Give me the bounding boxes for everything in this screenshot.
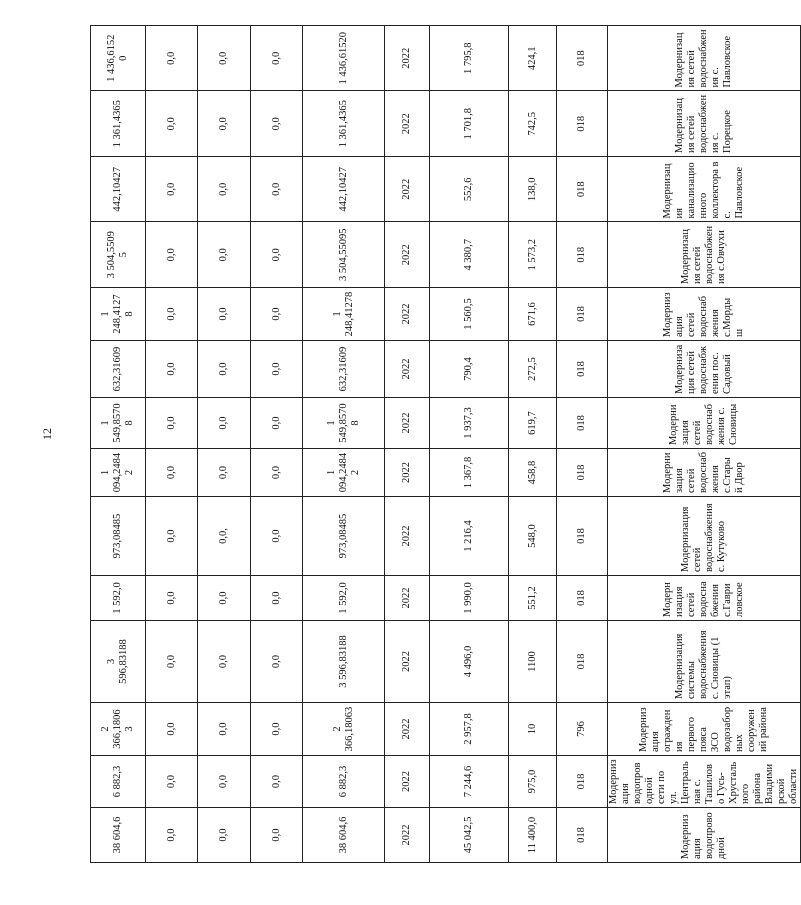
name-cell: Модернизация сетей водоснабжения с.Овчухи (608, 222, 801, 288)
value3-cell: 38 604,6 (303, 808, 385, 863)
name-cell: Модернизация сетей водоснабжения с. Порецкое (608, 91, 801, 157)
field-row-v5 (198, 26, 251, 863)
value3-cell: 632,31609 (303, 341, 385, 398)
value2-cell: 1 701,8 (430, 91, 509, 157)
total-cell: 1 592,0 (91, 576, 146, 621)
total-cell: 3 596,83188 (91, 621, 146, 703)
value5-cell: 0,0 (198, 26, 251, 92)
name-cell: Модернизация канализационного коллектора в с. Павловское (608, 157, 801, 223)
year-cell: 2022 (385, 26, 430, 92)
year-cell: 2022 (385, 497, 430, 576)
total-cell: 1 436,6152 0 (91, 26, 146, 92)
value2-cell: 1 795,8 (430, 26, 509, 92)
value6-cell: 0,0 (146, 222, 198, 288)
code-cell: 018 (557, 91, 608, 157)
value2-cell: 1 367,8 (430, 449, 509, 497)
value2-cell: 7 244,6 (430, 756, 509, 808)
year-cell: 2022 (385, 398, 430, 449)
name-cell: Модернизация сетей водоснабжения с. Кутуково (608, 497, 801, 576)
year-cell: 2022 (385, 341, 430, 398)
code-cell: 796 (557, 703, 608, 756)
year-cell: 2022 (385, 621, 430, 703)
value4-cell: 0,0 (251, 576, 303, 621)
name-cell: Модернизация сетей водоснабжения с.Старый Двор (608, 449, 801, 497)
year-cell: 2022 (385, 756, 430, 808)
code-cell: 018 (557, 808, 608, 863)
value1-cell: 551,2 (509, 576, 557, 621)
total-cell: 442,10427 (91, 157, 146, 223)
value4-cell: 0,0 (251, 222, 303, 288)
code-cell: 018 (557, 341, 608, 398)
code-cell: 018 (557, 576, 608, 621)
value4-cell: 0,0 (251, 91, 303, 157)
value5-cell: 0,0 (198, 341, 251, 398)
name-cell: Модернизация системы водоснабжения с. Сновицы (1 этап) (608, 621, 801, 703)
value1-cell: 1 573,2 (509, 222, 557, 288)
year-cell: 2022 (385, 449, 430, 497)
value6-cell: 0,0 (146, 288, 198, 341)
year-cell: 2022 (385, 576, 430, 621)
field-row-name (608, 26, 801, 863)
total-cell: 2 366,1806 3 (91, 703, 146, 756)
value2-cell: 1 216,4 (430, 497, 509, 576)
code-cell: 018 (557, 26, 608, 92)
value1-cell: 458,8 (509, 449, 557, 497)
value5-cell: 0,0 (198, 576, 251, 621)
field-row-v7 (91, 26, 146, 863)
total-cell: 1 094,2484 2 (91, 449, 146, 497)
value3-cell: 6 882,3 (303, 756, 385, 808)
value6-cell: 0,0 (146, 26, 198, 92)
value2-cell: 4 380,7 (430, 222, 509, 288)
value1-cell: 742,5 (509, 91, 557, 157)
field-row-code (557, 26, 608, 863)
code-cell: 018 (557, 621, 608, 703)
total-cell: 6 882,3 (91, 756, 146, 808)
value5-cell: 0,0, (198, 497, 251, 576)
value4-cell: 0,0 (251, 398, 303, 449)
data-table (90, 25, 801, 863)
value1-cell: 10 (509, 703, 557, 756)
value6-cell: 0,0 (146, 808, 198, 863)
field-row-v4 (251, 26, 303, 863)
value5-cell: 0,0 (198, 157, 251, 223)
value3-cell: 1 549,85708 (303, 398, 385, 449)
total-cell: 1 549,8570 8 (91, 398, 146, 449)
value6-cell: 0,0 (146, 576, 198, 621)
code-cell: 018 (557, 449, 608, 497)
value2-cell: 1 990,0 (430, 576, 509, 621)
value6-cell: 0,0 (146, 497, 198, 576)
value5-cell: 0,0 (198, 398, 251, 449)
value4-cell: 0,0 (251, 157, 303, 223)
field-row-year (385, 26, 430, 863)
code-cell: 018 (557, 756, 608, 808)
value4-cell: 0,0 (251, 449, 303, 497)
value2-cell: 1 560,5 (430, 288, 509, 341)
year-cell: 2022 (385, 222, 430, 288)
value4-cell: 0,0 (251, 621, 303, 703)
value6-cell: 0,0 (146, 91, 198, 157)
name-cell: Модернизация водопроводной (608, 808, 801, 863)
value2-cell: 790,4 (430, 341, 509, 398)
rotated-table-container (90, 25, 799, 863)
code-cell: 018 (557, 157, 608, 223)
name-cell: Модернизация сетей водоснабжения с.Мордыш (608, 288, 801, 341)
value1-cell: 548,0 (509, 497, 557, 576)
name-cell: Модернизация сетей водоснабжения с.Гавриловское (608, 576, 801, 621)
field-row-v2 (430, 26, 509, 863)
value4-cell: 0,0 (251, 288, 303, 341)
value4-cell: 0,0 (251, 808, 303, 863)
value6-cell: 0,0 (146, 703, 198, 756)
field-row-v6 (146, 26, 198, 863)
value1-cell: 424,1 (509, 26, 557, 92)
value5-cell: 0,0 (198, 756, 251, 808)
total-cell: 38 604,6 (91, 808, 146, 863)
value3-cell: 442,10427 (303, 157, 385, 223)
value3-cell: 1 592,0 (303, 576, 385, 621)
value5-cell: 0,0 (198, 449, 251, 497)
value5-cell: 0,0 (198, 808, 251, 863)
name-cell: Модернизация ограждения первого пояса ЗСО водозаборных сооружений района (608, 703, 801, 756)
total-cell: 632,31609 (91, 341, 146, 398)
value1-cell: 138,0 (509, 157, 557, 223)
name-cell: Модернизация сетей водоснабжения с. Павловское (608, 26, 801, 92)
year-cell: 2022 (385, 288, 430, 341)
value4-cell: 0,0 (251, 26, 303, 92)
value1-cell: 671,6 (509, 288, 557, 341)
value5-cell: 0,0 (198, 703, 251, 756)
value6-cell: 0,0 (146, 756, 198, 808)
value2-cell: 45 042,5 (430, 808, 509, 863)
name-cell: Модернизация сетей водоснабжения с. Сновицы (608, 398, 801, 449)
value4-cell: 0,0 (251, 756, 303, 808)
code-cell: 018 (557, 497, 608, 576)
value1-cell: 272,5 (509, 341, 557, 398)
value4-cell: 0,0 (251, 497, 303, 576)
value1-cell: 619,7 (509, 398, 557, 449)
value5-cell: 0,0 (198, 621, 251, 703)
code-cell: 018 (557, 222, 608, 288)
value6-cell: 0,0 (146, 157, 198, 223)
year-cell: 2022 (385, 91, 430, 157)
value1-cell: 1100 (509, 621, 557, 703)
value3-cell: 1 248,41278 (303, 288, 385, 341)
page-number: 12 (40, 428, 54, 440)
value2-cell: 2 957,8 (430, 703, 509, 756)
field-row-v3 (303, 26, 385, 863)
value6-cell: 0,0 (146, 449, 198, 497)
value3-cell: 973,08485 (303, 497, 385, 576)
value4-cell: 0,0 (251, 703, 303, 756)
value2-cell: 4 496,0 (430, 621, 509, 703)
value1-cell: 975,0 (509, 756, 557, 808)
value6-cell: 0,0 (146, 621, 198, 703)
name-cell: Модернизация сетей водоснабжения пос. Садовый (608, 341, 801, 398)
value3-cell: 1 436,61520 (303, 26, 385, 92)
value5-cell: 0,0 (198, 222, 251, 288)
code-cell: 018 (557, 288, 608, 341)
value5-cell: 0,0 (198, 91, 251, 157)
value1-cell: 11 400,0 (509, 808, 557, 863)
value5-cell: 0,0 (198, 288, 251, 341)
total-cell: 3 504,5509 5 (91, 222, 146, 288)
value3-cell: 2 366,18063 (303, 703, 385, 756)
value4-cell: 0,0 (251, 341, 303, 398)
year-cell: 2022 (385, 157, 430, 223)
year-cell: 2022 (385, 808, 430, 863)
year-cell: 2022 (385, 703, 430, 756)
code-cell: 018 (557, 398, 608, 449)
total-cell: 1 361,4365 (91, 91, 146, 157)
value3-cell: 1 361,4365 (303, 91, 385, 157)
name-cell: Модернизация водопроводной сети по ул. Центральная с. Ташилово Гусь-Хрустального района Владимирской области (608, 756, 801, 808)
total-cell: 973,08485 (91, 497, 146, 576)
value2-cell: 1 937,3 (430, 398, 509, 449)
value3-cell: 3 504,55095 (303, 222, 385, 288)
value3-cell: 1 094,24842 (303, 449, 385, 497)
field-row-v1 (509, 26, 557, 863)
total-cell: 1 248,4127 8 (91, 288, 146, 341)
value2-cell: 552,6 (430, 157, 509, 223)
value6-cell: 0,0 (146, 398, 198, 449)
value6-cell: 0,0 (146, 341, 198, 398)
value3-cell: 3 596,83188 (303, 621, 385, 703)
